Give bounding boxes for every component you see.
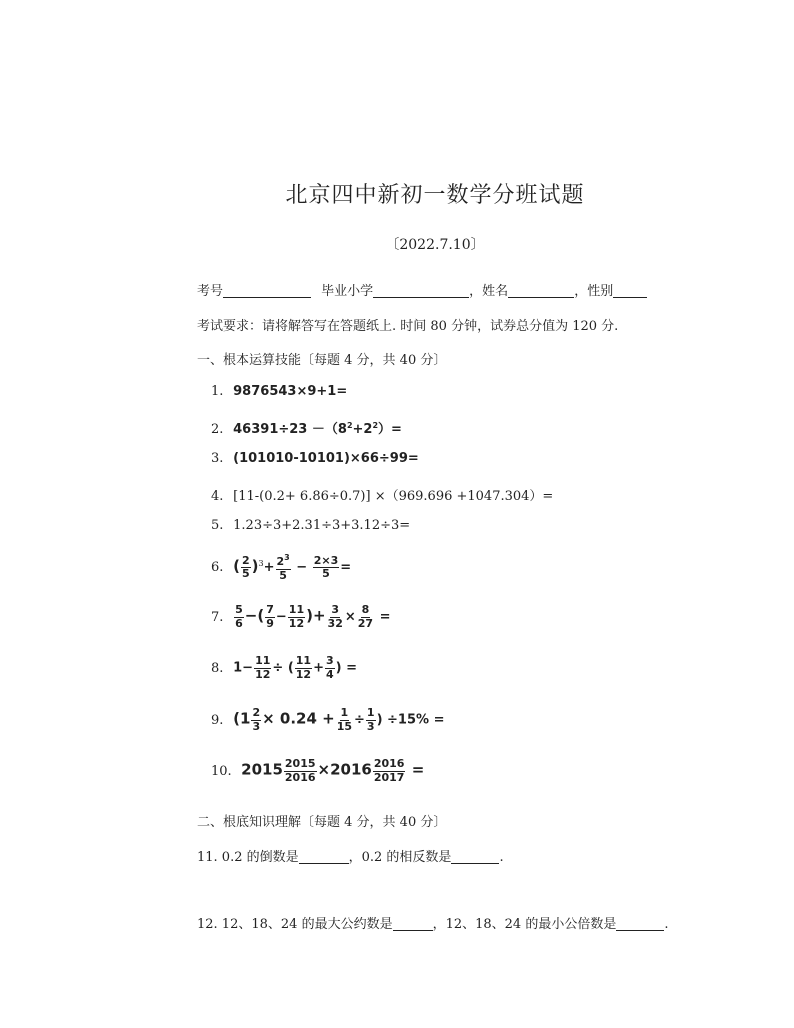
problem-expression: 9876543×9+1= (233, 384, 348, 399)
fraction: $\frac{1}{3}$ (366, 706, 375, 733)
problem-number: 5. (211, 518, 224, 533)
problem-expression: 1.23÷3+2.31÷3+3.12÷3= (233, 518, 411, 533)
problem-7: 7. $\frac{5}{6}$ −( $\frac{7}{9}$ − $\frac{11}{12}$ )+ $\frac{3}{32}$ × $\frac{8}{27}$ = (211, 603, 391, 630)
fraction: $\frac{2^3}{5}$ (276, 553, 290, 582)
problem-1 (211, 384, 347, 399)
problem-expression: (101010-10101)×66÷99= (233, 451, 419, 466)
problem-number: 1. (211, 384, 224, 399)
problem-number: 8. (211, 660, 224, 676)
fraction: $\frac{3}{32}$ (327, 603, 343, 630)
problem-number: 2. (211, 422, 224, 437)
problem-2 (211, 418, 402, 437)
exam-no-blank (223, 283, 311, 298)
fraction: $\frac{5}{6}$ (235, 603, 243, 630)
gender-blank (613, 283, 647, 298)
problem-number: 3. (211, 451, 224, 466)
student-info-line (197, 280, 647, 299)
exam-date: 〔2022.7.10〕 (385, 237, 485, 253)
fraction: $\frac{2015}{2016}$ (284, 757, 316, 784)
section-2-heading: 二、根底知识理解〔每题 4 分，共 40 分〕 (197, 815, 447, 830)
fraction: $\frac{3}{4}$ (326, 654, 334, 681)
fraction: $\frac{1}{15}$ (336, 706, 352, 733)
gender-label: ，性别 (574, 284, 614, 299)
fraction: $\frac{8}{27}$ (357, 603, 374, 630)
problem-10: 10. 2015 $\frac{2015}{2016}$ ×2016 $\frac{2016}{2017}$ = (211, 757, 425, 784)
answer-blank (451, 849, 499, 864)
school-blank (373, 283, 469, 298)
fraction: $\frac{2\times 3}{5}$ (313, 553, 339, 581)
problem-expression: $46391\div 23 -(8^2+2^2)=$ (233, 421, 402, 437)
problem-number: 7. (211, 609, 224, 625)
section-1-heading: 一、根本运算技能〔每题 4 分，共 40 分〕 (197, 353, 447, 368)
question-11: 11. 0.2 的倒数是 ，0.2 的相反数是 . (197, 850, 504, 865)
fraction: $\frac{2016}{2017}$ (373, 757, 405, 784)
fraction: $\frac{7}{9}$ (266, 603, 274, 630)
fraction: $\frac{11}{12}$ (255, 654, 271, 681)
exam-no-label: 考号 (197, 284, 224, 299)
problem-number: 4. (211, 489, 224, 504)
problem-4 (211, 485, 553, 504)
fraction: $\frac{11}{12}$ (288, 603, 305, 630)
fraction: $\frac{2}{5}$ (242, 553, 250, 581)
problem-5 (211, 518, 410, 533)
problem-expression: [11-(0.2+ 6.86÷0.7)] ×（969.696 +1047.304）= (233, 489, 554, 504)
question-12: 12. 12、18、24 的最大公约数是 ，12、18、24 的最小公倍数是 . (197, 917, 669, 932)
problem-8: 8. 1− $\frac{11}{12}$ ÷ ( $\frac{11}{12}$ + $\frac{3}{4}$ ) = (211, 654, 358, 681)
exam-requirements: 考试要求：请将解答写在答题纸上. 时间 80 分钟，试券总分值为 120 分. (197, 319, 619, 334)
answer-blank (393, 916, 433, 931)
problem-9: 9. (1 $\frac{2}{3}$ × 0.24 + $\frac{1}{15}$ ÷ $\frac{1}{3}$ ) ÷15% = (211, 706, 445, 733)
fraction: $\frac{11}{12}$ (295, 654, 312, 681)
name-blank (508, 283, 574, 298)
fraction: $\frac{2}{3}$ (252, 706, 261, 733)
problem-number: 9. (211, 712, 224, 728)
name-label: ，姓名 (469, 284, 509, 299)
problem-number: 10. (211, 763, 232, 779)
problem-number: 6. (211, 560, 224, 576)
problem-6: 6. ( $\frac{2}{5}$ )$^3$+ $\frac{2^3}{5}$ − $\frac{2\times 3}{5}$ = (211, 553, 352, 582)
answer-blank (299, 849, 349, 864)
answer-blank (616, 916, 664, 931)
school-label: 毕业小学 (321, 284, 374, 299)
page-title: 北京四中新初一数学分班试题 (285, 183, 585, 208)
problem-3 (211, 451, 419, 466)
